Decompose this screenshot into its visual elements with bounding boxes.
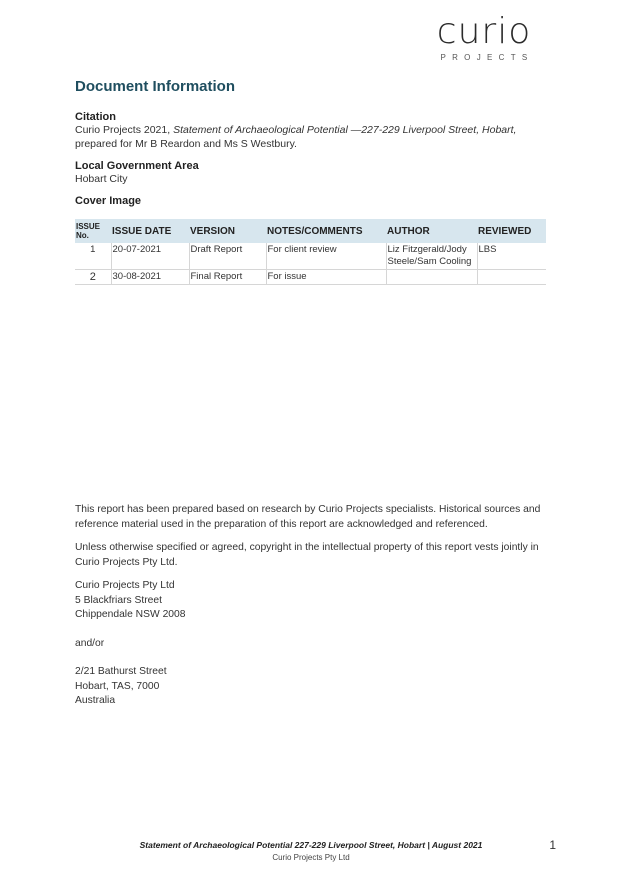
copyright-paragraph: Unless otherwise specified or agreed, copyright in the intellectual property of this report vests jointly in Curio Projects Pty Ltd.: [75, 542, 539, 568]
footer-company: Curio Projects Pty Ltd: [272, 853, 350, 862]
citation-title: Statement of Archaeological Potential —227-229 Liverpool Street, Hobart,: [173, 124, 517, 136]
lga-value: Hobart City: [75, 173, 128, 185]
address-line: Chippendale NSW 2008: [75, 609, 186, 620]
curio-logo: [428, 11, 540, 62]
cell-issue: 2: [75, 270, 111, 285]
cell-reviewed: LBS: [477, 243, 546, 270]
cell-notes: For issue: [266, 270, 386, 285]
footer-date: August 2021: [431, 840, 483, 850]
cell-date: 30-08-2021: [111, 270, 189, 285]
lga-section: [75, 160, 555, 186]
cover-image-label: Cover Image: [75, 195, 142, 207]
cell-notes: For client review: [266, 243, 386, 270]
logo-subtitle: PROJECTS: [440, 53, 534, 62]
page-footer: [0, 840, 622, 862]
address-sydney: [75, 579, 555, 623]
report-notes: [75, 503, 555, 718]
citation-suffix: prepared for Mr B Reardon and Ms S Westbury.: [75, 138, 297, 150]
citation-text: [75, 123, 555, 151]
cell-version: Final Report: [189, 270, 266, 285]
cell-issue: 1: [75, 243, 111, 270]
table-row: [75, 270, 546, 285]
cell-reviewed: [477, 270, 546, 285]
table-row: [75, 243, 546, 270]
col-version: VERSION: [189, 219, 266, 243]
cell-author: Liz Fitzgerald/Jody Steele/Sam Cooling: [386, 243, 477, 270]
col-notes: NOTES/COMMENTS: [266, 219, 386, 243]
citation-section: [75, 111, 555, 151]
citation-label: Citation: [75, 111, 116, 123]
col-reviewed: REVIEWED: [477, 219, 546, 243]
address-line: Hobart, TAS, 7000: [75, 680, 160, 692]
col-issue: ISSUE No.: [75, 219, 111, 243]
lga-label: Local Government Area: [75, 160, 199, 172]
col-issue-date: ISSUE DATE: [111, 219, 189, 243]
cell-date: 20-07-2021: [111, 243, 189, 270]
footer-report-title: Statement of Archaeological Potential 227-229 Liverpool Street, Hobart: [139, 840, 426, 850]
document-control-table: [75, 219, 546, 285]
cell-version: Draft Report: [189, 243, 266, 270]
address-hobart: [75, 665, 555, 709]
citation-prefix: Curio Projects 2021,: [75, 124, 174, 136]
address-line: 2/21 Bathurst Street: [75, 666, 167, 677]
and-or-text: and/or: [75, 637, 105, 649]
address-line: Curio Projects Pty Ltd: [75, 580, 175, 591]
page-number: 1: [549, 838, 556, 852]
table-header-row: [75, 219, 546, 243]
address-line: 5 Blackfriars Street: [75, 594, 162, 606]
footer-title: Statement of Archaeological Potential 227-229 Liverpool Street, Hobart | August 2021: [139, 840, 483, 850]
logo-wordmark: curio: [436, 11, 532, 52]
address-line: Australia: [75, 695, 116, 706]
page-title: Document Information: [75, 78, 235, 95]
research-paragraph: This report has been prepared based on research by Curio Projects specialists. Historical sources and reference material used in the preparation of this report are acknowledged and referenced.: [75, 504, 541, 530]
document-information: [75, 78, 555, 285]
cell-author: [386, 270, 477, 285]
col-author: AUTHOR: [386, 219, 477, 243]
cover-image-section: [75, 195, 555, 207]
